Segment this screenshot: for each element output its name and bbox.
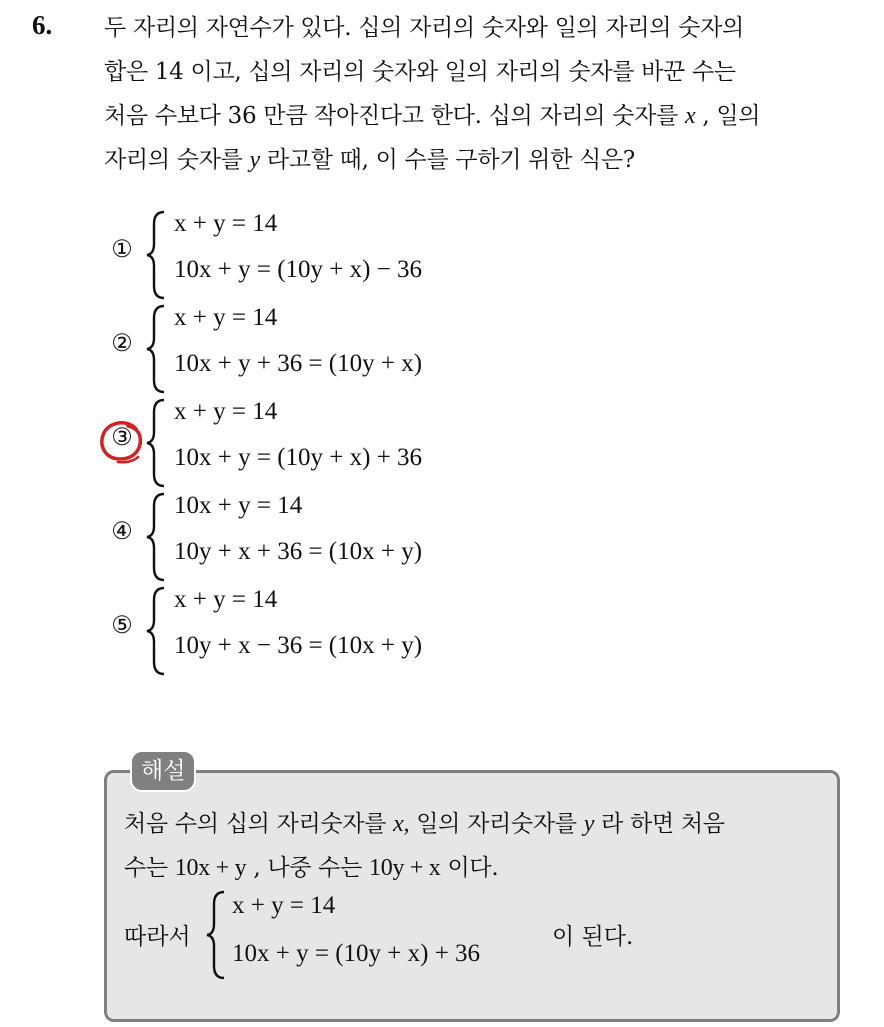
option-number: ① xyxy=(111,235,133,263)
option-number: ② xyxy=(111,329,133,357)
option-4[interactable] xyxy=(0,490,884,584)
question-number: 6. xyxy=(32,10,53,40)
solution-math-2: 10y + x xyxy=(369,855,441,881)
solution-text-2: 일의 자리숫자를 xyxy=(416,811,577,837)
question-text xyxy=(104,6,864,182)
option-equation-1: x + y = 14 xyxy=(174,210,278,237)
option-number: ⑤ xyxy=(111,611,133,639)
brace-icon xyxy=(204,888,230,982)
option-equation-1: x + y = 14 xyxy=(174,586,278,613)
option-2[interactable] xyxy=(0,302,884,396)
option-equation-1: x + y = 14 xyxy=(174,398,278,425)
solution-equation-2: 10x + y = (10y + x) + 36 xyxy=(232,940,481,967)
option-equation-1: 10x + y = 14 xyxy=(174,492,303,519)
brace-icon xyxy=(144,490,170,584)
solution-var-y: y xyxy=(583,811,595,837)
solution-text-5: , 나중 수는 xyxy=(253,855,363,881)
question-line-4: 자리의 숫자를 xyxy=(104,147,243,173)
var-x: x xyxy=(684,103,696,129)
question-line-4-end: 라고할 때, 이 수를 구하기 위한 식은? xyxy=(266,147,635,173)
solution-label: 해설 xyxy=(130,750,196,792)
question-line-1: 두 자리의 자연수가 있다. 십의 자리의 숫자와 일의 자리의 숫자의 xyxy=(104,15,744,41)
solution-text-1: 처음 수의 십의 자리숫자를 xyxy=(124,811,387,837)
option-equation-2: 10x + y = (10y + x) + 36 xyxy=(174,444,423,471)
option-equation-2: 10x + y + 36 = (10y + x) xyxy=(174,350,423,377)
option-number: ④ xyxy=(111,517,133,545)
option-5[interactable] xyxy=(0,584,884,678)
option-1[interactable] xyxy=(0,208,884,302)
option-equation-2: 10x + y = (10y + x) − 36 xyxy=(174,256,423,283)
option-equation-1: x + y = 14 xyxy=(174,304,278,331)
question-line-3-end: , 일의 xyxy=(702,103,761,129)
solution-text-3: 라 하면 처음 xyxy=(601,811,725,837)
brace-icon xyxy=(144,584,170,678)
option-number: ③ xyxy=(111,423,133,451)
question-line-2: 합은 14 이고, 십의 자리의 숫자와 일의 자리의 숫자를 바꾼 수는 xyxy=(104,59,736,85)
question-line-3: 처음 수보다 36 만큼 작아진다고 한다. 십의 자리의 숫자를 xyxy=(104,103,678,129)
solution-conclusion: 이 된다. xyxy=(552,924,634,950)
solution-text-4: 수는 xyxy=(124,855,168,881)
solution-var-x: x, xyxy=(393,811,410,837)
solution-equation-1: x + y = 14 xyxy=(232,892,336,919)
solution-therefore: 따라서 xyxy=(124,924,191,950)
option-equation-2: 10y + x − 36 = (10x + y) xyxy=(174,632,423,659)
solution-math-1: 10x + y xyxy=(174,855,247,881)
brace-icon xyxy=(144,302,170,396)
brace-icon xyxy=(144,208,170,302)
solution-text xyxy=(124,802,834,890)
option-equation-2: 10y + x + 36 = (10x + y) xyxy=(174,538,423,565)
answer-circle-mark-icon xyxy=(98,417,148,465)
solution-text-6: 이다. xyxy=(447,855,499,881)
var-y: y xyxy=(249,147,260,173)
